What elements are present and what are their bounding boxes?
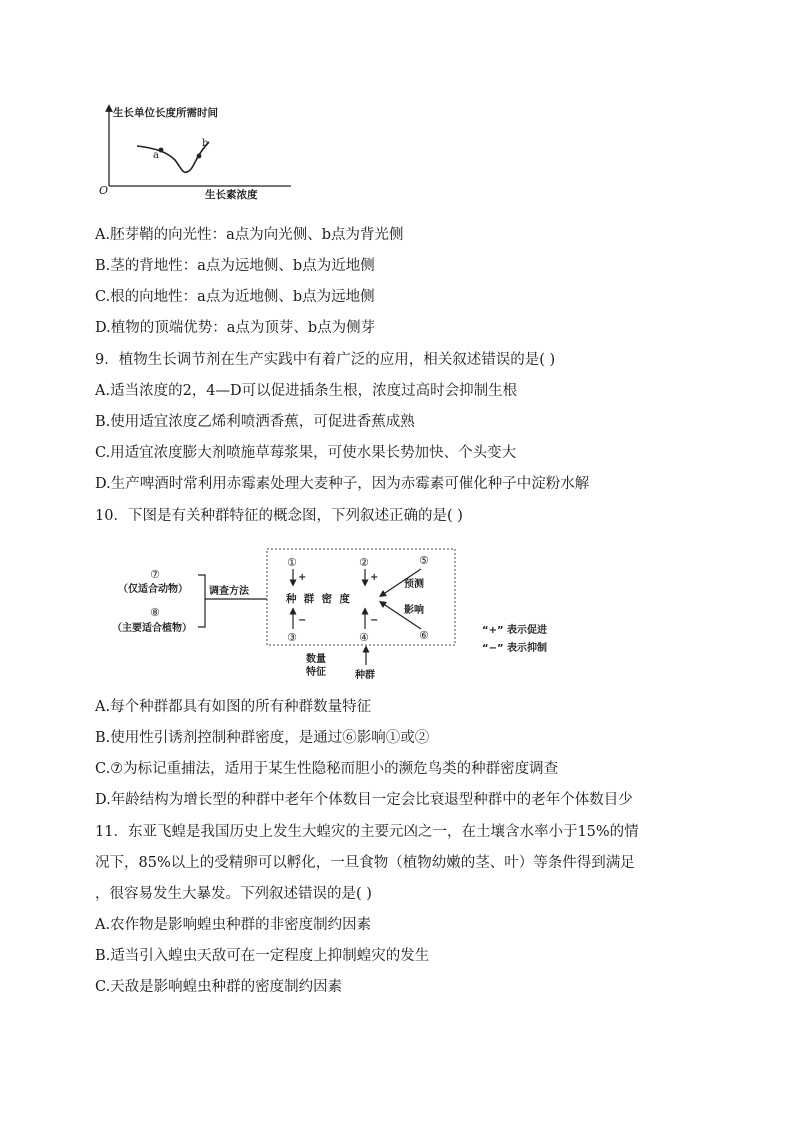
affect-label: 影响	[404, 605, 424, 616]
minus-3: −	[298, 615, 307, 626]
density-label: 种 群 密 度	[286, 593, 350, 605]
point-a-marker	[159, 148, 164, 153]
q8-option-d: D.植物的顶端优势：a点为顶芽、b点为侧芽	[95, 320, 376, 336]
population-concept-map	[110, 545, 580, 683]
minus-4: −	[370, 615, 379, 626]
q11-stem-line-1: 11．东亚飞蝗是我国历史上发生大蝗灾的主要元凶之一，在土壤含水率小于15%的情	[95, 824, 639, 840]
y-axis-label: 生长单位长度所需时间	[113, 107, 218, 119]
population-label: 种群	[355, 670, 375, 681]
plus-1: +	[298, 572, 307, 583]
q11-option-c: C.天敌是影响蝗虫种群的密度制约因素	[95, 979, 343, 995]
c7-note: （仅适合动物）	[118, 584, 188, 595]
quantity-label-2: 特征	[306, 667, 326, 678]
q11-option-a: A.农作物是影响蝗虫种群的非密度制约因素	[95, 917, 372, 933]
point-a-label: a	[153, 150, 159, 161]
q9-option-b: B.使用适宜浓度乙烯利喷洒香蕉，可促进香蕉成熟	[95, 414, 415, 430]
circle-1: ①	[287, 556, 297, 569]
legend-plus: “+” 表示促进	[482, 625, 548, 636]
q9-option-a: A.适当浓度的2，4—D可以促进插条生根，浓度过高时会抑制生根	[95, 383, 518, 399]
survey-method-label: 调查方法	[209, 586, 249, 597]
predict-label: 预测	[404, 579, 424, 590]
point-b-label: b	[202, 138, 209, 149]
q9-option-c: C.用适宜浓度膨大剂喷施草莓浆果，可使水果长势加快、个头变大	[95, 445, 517, 461]
circle-3: ③	[287, 631, 297, 644]
circle-7: ⑦	[150, 568, 160, 581]
circle-2: ②	[359, 556, 369, 569]
quantity-label-1: 数量	[306, 654, 326, 665]
point-b-marker	[197, 154, 202, 159]
q11-stem-line-2: 况下，85%以上的受精卵可以孵化，一旦食物（植物幼嫩的茎、叶）等条件得到满足	[95, 855, 635, 871]
x-axis-label: 生长素浓度	[205, 189, 258, 201]
circle-8: ⑧	[150, 606, 160, 619]
growth-curve-figure	[95, 100, 295, 205]
legend-minus: “−” 表示抑制	[482, 643, 548, 654]
q10-option-b: B.使用性引诱剂控制种群密度，是通过⑥影响①或②	[95, 730, 430, 746]
q9-stem: 9．植物生长调节剂在生产实践中有着广泛的应用，相关叙述错误的是( )	[95, 352, 556, 368]
q9-option-d: D.生产啤酒时常利用赤霉素处理大麦种子，因为赤霉素可催化种子中淀粉水解	[95, 476, 590, 492]
q10-option-d: D.年龄结构为增长型的种群中老年个体数目一定会比衰退型种群中的老年个体数目少	[95, 792, 633, 808]
q10-option-a: A.每个种群都具有如图的所有种群数量特征	[95, 699, 372, 715]
q11-stem-line-3: ，很容易发生大暴发。下列叙述错误的是( )	[95, 886, 372, 902]
q8-option-c: C.根的向地性：a点为近地侧、b点为远地侧	[95, 289, 375, 305]
circle-4: ④	[359, 631, 369, 644]
q8-option-a: A.胚芽鞘的向光性：a点为向光侧、b点为背光侧	[95, 227, 404, 243]
q11-option-b: B.适当引入蝗虫天敌可在一定程度上抑制蝗灾的发生	[95, 948, 430, 964]
plus-2: +	[370, 572, 379, 583]
circle-5: ⑤	[419, 554, 429, 567]
circle-6: ⑥	[419, 629, 429, 642]
c8-note: （主要适合植物）	[112, 623, 192, 634]
origin-label: O	[99, 184, 109, 197]
q8-option-b: B.茎的背地性：a点为远地侧、b点为近地侧	[95, 258, 375, 274]
q10-option-c: C.⑦为标记重捕法，适用于某生性隐秘而胆小的濒危鸟类的种群密度调查	[95, 761, 559, 777]
q10-stem: 10．下图是有关种群特征的概念图，下列叙述正确的是( )	[95, 508, 463, 524]
left-bracket	[198, 575, 205, 627]
